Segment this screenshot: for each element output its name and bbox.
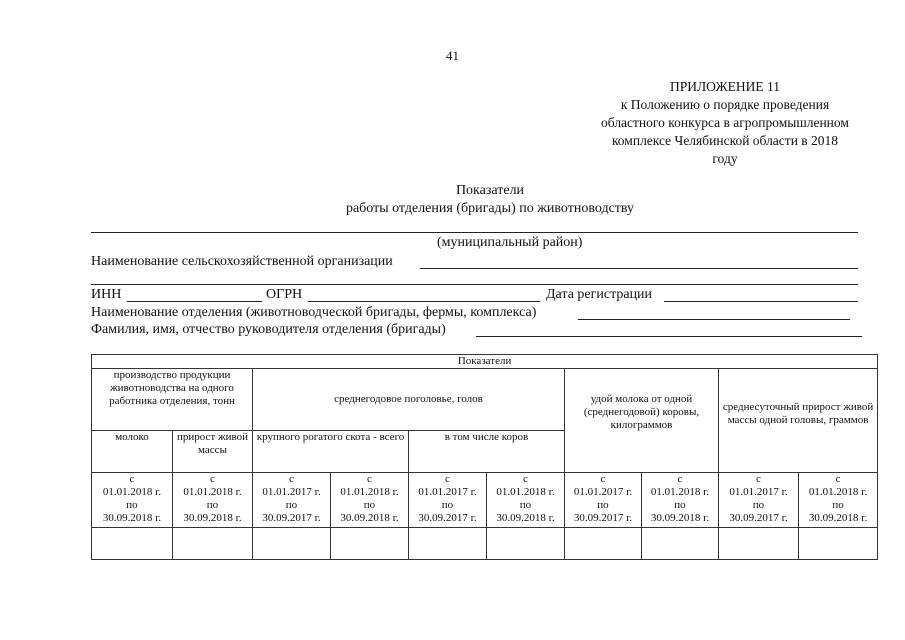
- date-cell: с 01.01.2017 г. по 30.09.2017 г.: [253, 473, 331, 528]
- municipal-district-line[interactable]: [91, 232, 858, 233]
- org-name-field[interactable]: [420, 268, 858, 269]
- org-name-field-line2[interactable]: [91, 284, 858, 285]
- division-name-label: Наименование отделения (животноводческой бригады, фермы, комплекса): [91, 305, 537, 320]
- data-entry-cell[interactable]: [719, 528, 799, 560]
- date-cell: с 01.01.2018 г. по 30.09.2018 г.: [487, 473, 565, 528]
- appendix-line: комплексе Челябинской области в 2018: [611, 133, 839, 148]
- date-cell: с 01.01.2017 г. по 30.09.2017 г.: [409, 473, 487, 528]
- col-cows: в том числе коров: [409, 431, 565, 473]
- page-number: 41: [446, 48, 459, 63]
- appendix-line: к Положению о порядке проведения: [620, 97, 830, 112]
- data-entry-cell[interactable]: [331, 528, 409, 560]
- table-header-indicators: Показатели: [92, 355, 878, 369]
- date-cell: с 01.01.2018 г. по 30.09.2018 г.: [173, 473, 253, 528]
- inn-label: ИНН: [91, 287, 122, 302]
- col-live-weight-gain: прирост живой массы: [173, 431, 253, 473]
- registration-date-label: Дата регистрации: [546, 287, 653, 302]
- data-entry-cell[interactable]: [799, 528, 878, 560]
- col-cattle-total: крупного рогатого скота - всего: [253, 431, 409, 473]
- col-group-milk-yield: удой молока от одной (среднегодовой) коровы, килограммов: [565, 369, 719, 473]
- data-entry-cell[interactable]: [92, 528, 173, 560]
- division-head-field[interactable]: [476, 336, 862, 337]
- date-cell: с 01.01.2017 г. по 30.09.2017 г.: [565, 473, 642, 528]
- appendix-line: году: [712, 151, 738, 166]
- data-entry-cell[interactable]: [409, 528, 487, 560]
- col-milk: молоко: [92, 431, 173, 473]
- date-cell: с 01.01.2017 г. по 30.09.2017 г.: [719, 473, 799, 528]
- appendix-line: областного конкурса в агропромышленном: [601, 115, 849, 130]
- appendix-block: [560, 78, 890, 168]
- org-name-label: Наименование сельскохозяйственной организации: [91, 254, 393, 269]
- col-group-production: производство продукции животноводства на одного работника отделения, тонн: [92, 369, 253, 431]
- date-cell: с 01.01.2018 г. по 30.09.2018 г.: [642, 473, 719, 528]
- appendix-heading: ПРИЛОЖЕНИЕ 11: [669, 79, 781, 94]
- col-group-livestock: среднегодовое поголовье, голов: [253, 369, 565, 431]
- indicators-table: [91, 354, 878, 560]
- inn-field[interactable]: [127, 301, 262, 302]
- data-entry-cell[interactable]: [253, 528, 331, 560]
- data-entry-cell[interactable]: [565, 528, 642, 560]
- date-cell: с 01.01.2018 г. по 30.09.2018 г.: [799, 473, 878, 528]
- data-entry-cell[interactable]: [173, 528, 253, 560]
- doc-title: Показатели: [455, 183, 525, 198]
- doc-subtitle: работы отделения (бригады) по животноводству: [345, 201, 635, 216]
- data-entry-row: [92, 528, 878, 560]
- municipal-district-caption: (муниципальный район): [437, 235, 583, 250]
- registration-date-field[interactable]: [664, 301, 858, 302]
- ogrn-field[interactable]: [308, 301, 540, 302]
- date-cell: с 01.01.2018 г. по 30.09.2018 г.: [331, 473, 409, 528]
- col-group-weight-gain: среднесуточный прирост живой массы одной головы, граммов: [719, 369, 878, 473]
- division-head-label: Фамилия, имя, отчество руководителя отделения (бригады): [91, 322, 446, 337]
- date-cell: с 01.01.2018 г. по 30.09.2018 г.: [92, 473, 173, 528]
- division-name-field[interactable]: [578, 319, 850, 320]
- ogrn-label: ОГРН: [266, 287, 303, 302]
- data-entry-cell[interactable]: [642, 528, 719, 560]
- date-row: [92, 473, 878, 528]
- data-entry-cell[interactable]: [487, 528, 565, 560]
